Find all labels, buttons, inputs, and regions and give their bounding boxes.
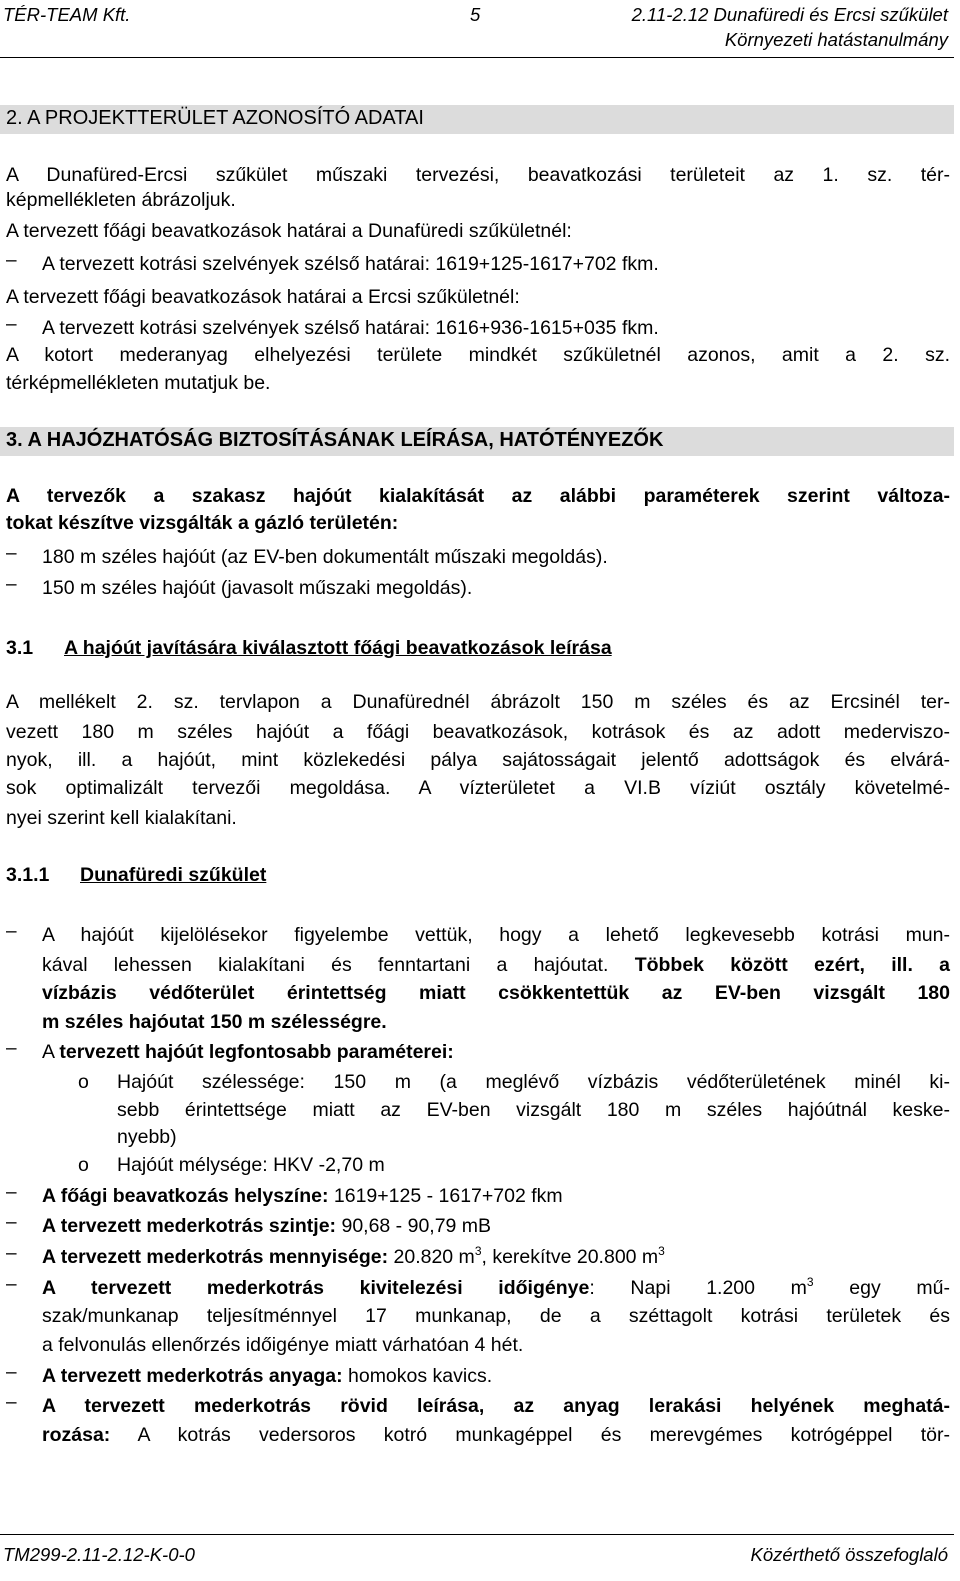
section31-title: A hajóút javítására kiválasztott főági beavatkozások leírása: [64, 637, 612, 659]
section31-paragraph-line4: sok optimalizált tervezői megoldása. A vízterületet a VI.B víziút osztály követelmé-: [6, 777, 950, 799]
item7: [42, 1362, 950, 1390]
header-title-line1: 2.11-2.12 Dunafüredi és Ercsi szűkület: [631, 4, 948, 25]
sub1-line2: sebb érintettsége miatt az EV-ben vizsgált 180 m széles hajóútnál keske-: [117, 1099, 950, 1121]
item4-label: A tervezett mederkotrás szintje:: [42, 1215, 337, 1237]
item1-line3: vízbázis védőterület érintettség miatt csökkentettük az EV-ben vizsgált 180: [42, 982, 950, 1004]
dash-marker: [6, 1182, 26, 1204]
item5-value-b: , kerekítve 20.800 m: [481, 1246, 659, 1268]
item5-value-a: 20.820 m: [393, 1246, 475, 1268]
section3-heading: 3. A HAJÓZHATÓSÁG BIZTOSÍTÁSÁNAK LEÍRÁSA, HATÓTÉNYEZŐK: [6, 429, 664, 451]
header-rule: [0, 57, 954, 58]
section31-paragraph-line3: nyok, ill. a hajóút, mint közlekedési pálya sajátosságait jelentő adottságok és elvárá-: [6, 749, 950, 771]
item3-value: 1619+125 - 1617+702 fkm: [333, 1185, 563, 1207]
sub1-line1: Hajóút szélessége: 150 m (a meglévő vízbázis védőterületének minél ki-: [117, 1071, 950, 1093]
dash-marker: [6, 543, 26, 565]
section311-number: 3.1.1: [6, 864, 50, 886]
dash-marker: [6, 1362, 26, 1384]
circle-bullet-marker: o: [78, 1071, 89, 1093]
section2-paragraph2: A tervezett főági beavatkozások határai a Dunafüredi szűkületnél:: [6, 220, 572, 242]
item6-label: A tervezett mederkotrás kivitelezési időigénye: [42, 1277, 590, 1299]
item8-line1: A tervezett mederkotrás rövid leírása, az anyag lerakási helyének meghatá-: [42, 1395, 950, 1417]
item8-label: rozása:: [42, 1424, 111, 1446]
circle-bullet-marker: o: [78, 1154, 89, 1176]
item5: [42, 1243, 950, 1271]
section3-intro-line1: A tervezők a szakasz hajóút kialakítását az alábbi paraméterek szerint változa-: [6, 485, 950, 507]
item2-bold: tervezett hajóút legfontosabb paraméterei:: [59, 1041, 454, 1063]
footer-summary: Közérthető összefoglaló: [750, 1544, 948, 1565]
dash-marker: [6, 1038, 26, 1060]
item2-prefix: A: [42, 1041, 54, 1063]
dash-marker: [6, 250, 26, 272]
section31-paragraph-line1: A mellékelt 2. sz. tervlapon a Dunafürednél ábrázolt 150 m széles és az Ercsinél ter-: [6, 691, 950, 713]
superscript-3: 3: [806, 1275, 814, 1289]
item7-label: A tervezett mederkotrás anyaga:: [42, 1365, 343, 1387]
dash-marker: [6, 1243, 26, 1265]
item1-line1: A hajóút kijelölésekor figyelembe vettük, hogy a lehető legkevesebb kotrási mun-: [42, 924, 950, 946]
section3-intro-line2: tokat készítve vizsgálták a gázló területén:: [6, 512, 399, 534]
section2-paragraph4-line2: térképmellékleten mutatjuk be.: [6, 372, 271, 394]
section2-paragraph4-line1: A kotort mederanyag elhelyezési területe mindkét szűkületnél azonos, amit a 2. sz.: [6, 344, 950, 366]
header-company: TÉR-TEAM Kft.: [3, 4, 131, 25]
footer-rule: [0, 1534, 954, 1535]
item6-value-b: egy mű-: [849, 1277, 950, 1299]
dash-marker: [6, 1392, 26, 1414]
superscript-3: 3: [658, 1244, 665, 1258]
dash-marker: [6, 1274, 26, 1296]
item6-line3: a felvonulás ellenőrzés időigénye miatt várhatóan 4 hét.: [42, 1334, 524, 1356]
superscript-3: 3: [474, 1244, 482, 1258]
item4: [42, 1212, 950, 1240]
section2-paragraph1-line1: A Dunafüred-Ercsi szűkület műszaki tervezési, beavatkozási területeit az 1. sz. tér-: [6, 164, 950, 186]
item1-line2: [42, 951, 950, 979]
item4-value: 90,68 - 90,79 mB: [341, 1215, 492, 1237]
section2-heading: 2. A PROJEKTTERÜLET AZONOSÍTÓ ADATAI: [6, 107, 424, 129]
sub1-line3: nyebb): [117, 1126, 177, 1148]
dash-marker: [6, 574, 26, 596]
section311-title: Dunafüredi szűkület: [80, 864, 267, 886]
item6-line1: [42, 1274, 950, 1302]
dash-marker: [6, 314, 26, 336]
header-title-line2: Környezeti hatástanulmány: [724, 29, 948, 50]
footer-doc-id: TM299-2.11-2.12-K-0-0: [3, 1544, 195, 1565]
dash-marker: [6, 921, 26, 943]
item5-label: A tervezett mederkotrás mennyisége:: [42, 1246, 389, 1268]
sub2: Hajóút mélysége: HKV -2,70 m: [117, 1154, 385, 1176]
header-page-number: 5: [470, 4, 481, 25]
section2-paragraph3-dash: A tervezett kotrási szelvények szélső határai: 1616+936-1615+035 fkm.: [42, 317, 659, 339]
section2-paragraph3: A tervezett főági beavatkozások határai a Ercsi szűkületnél:: [6, 286, 520, 308]
item8-value: A kotrás vedersoros kotró munkagéppel és merevgémes kotrógéppel tör-: [137, 1424, 951, 1446]
dash-marker: [6, 1212, 26, 1234]
item6-line2: szak/munkanap teljesítménnyel 17 munkanap, de a széttagolt kotrási területek és: [42, 1305, 950, 1327]
section2-paragraph1-line2: képmellékleten ábrázoljuk.: [6, 189, 236, 211]
item3-label: A főági beavatkozás helyszíne:: [42, 1185, 329, 1207]
item8-line2: [42, 1421, 950, 1449]
section31-paragraph-line2: vezett 180 m széles hajóút a főági beavatkozások, kotrások és az adott mederviszo-: [6, 721, 950, 743]
item1-line2-bold: Többek között ezért, ill. a: [634, 954, 951, 976]
item1-line2-normal: kával lehessen kialakítani és fenntartani a hajóutat.: [42, 954, 609, 976]
item1-line4: m széles hajóutat 150 m szélességre.: [42, 1011, 387, 1033]
item3: [42, 1182, 950, 1210]
item2: [42, 1038, 950, 1066]
section3-bullet1: 180 m széles hajóút (az EV-ben dokumentált műszaki megoldás).: [42, 546, 608, 568]
section2-paragraph2-dash: A tervezett kotrási szelvények szélső határai: 1619+125-1617+702 fkm.: [42, 253, 659, 275]
section3-bullet2: 150 m széles hajóút (javasolt műszaki megoldás).: [42, 577, 473, 599]
item7-value: homokos kavics.: [348, 1365, 493, 1387]
section31-number: 3.1: [6, 637, 34, 659]
section31-paragraph-line5: nyei szerint kell kialakítani.: [6, 807, 237, 829]
item6-value-a: : Napi 1.200 m: [589, 1277, 807, 1299]
